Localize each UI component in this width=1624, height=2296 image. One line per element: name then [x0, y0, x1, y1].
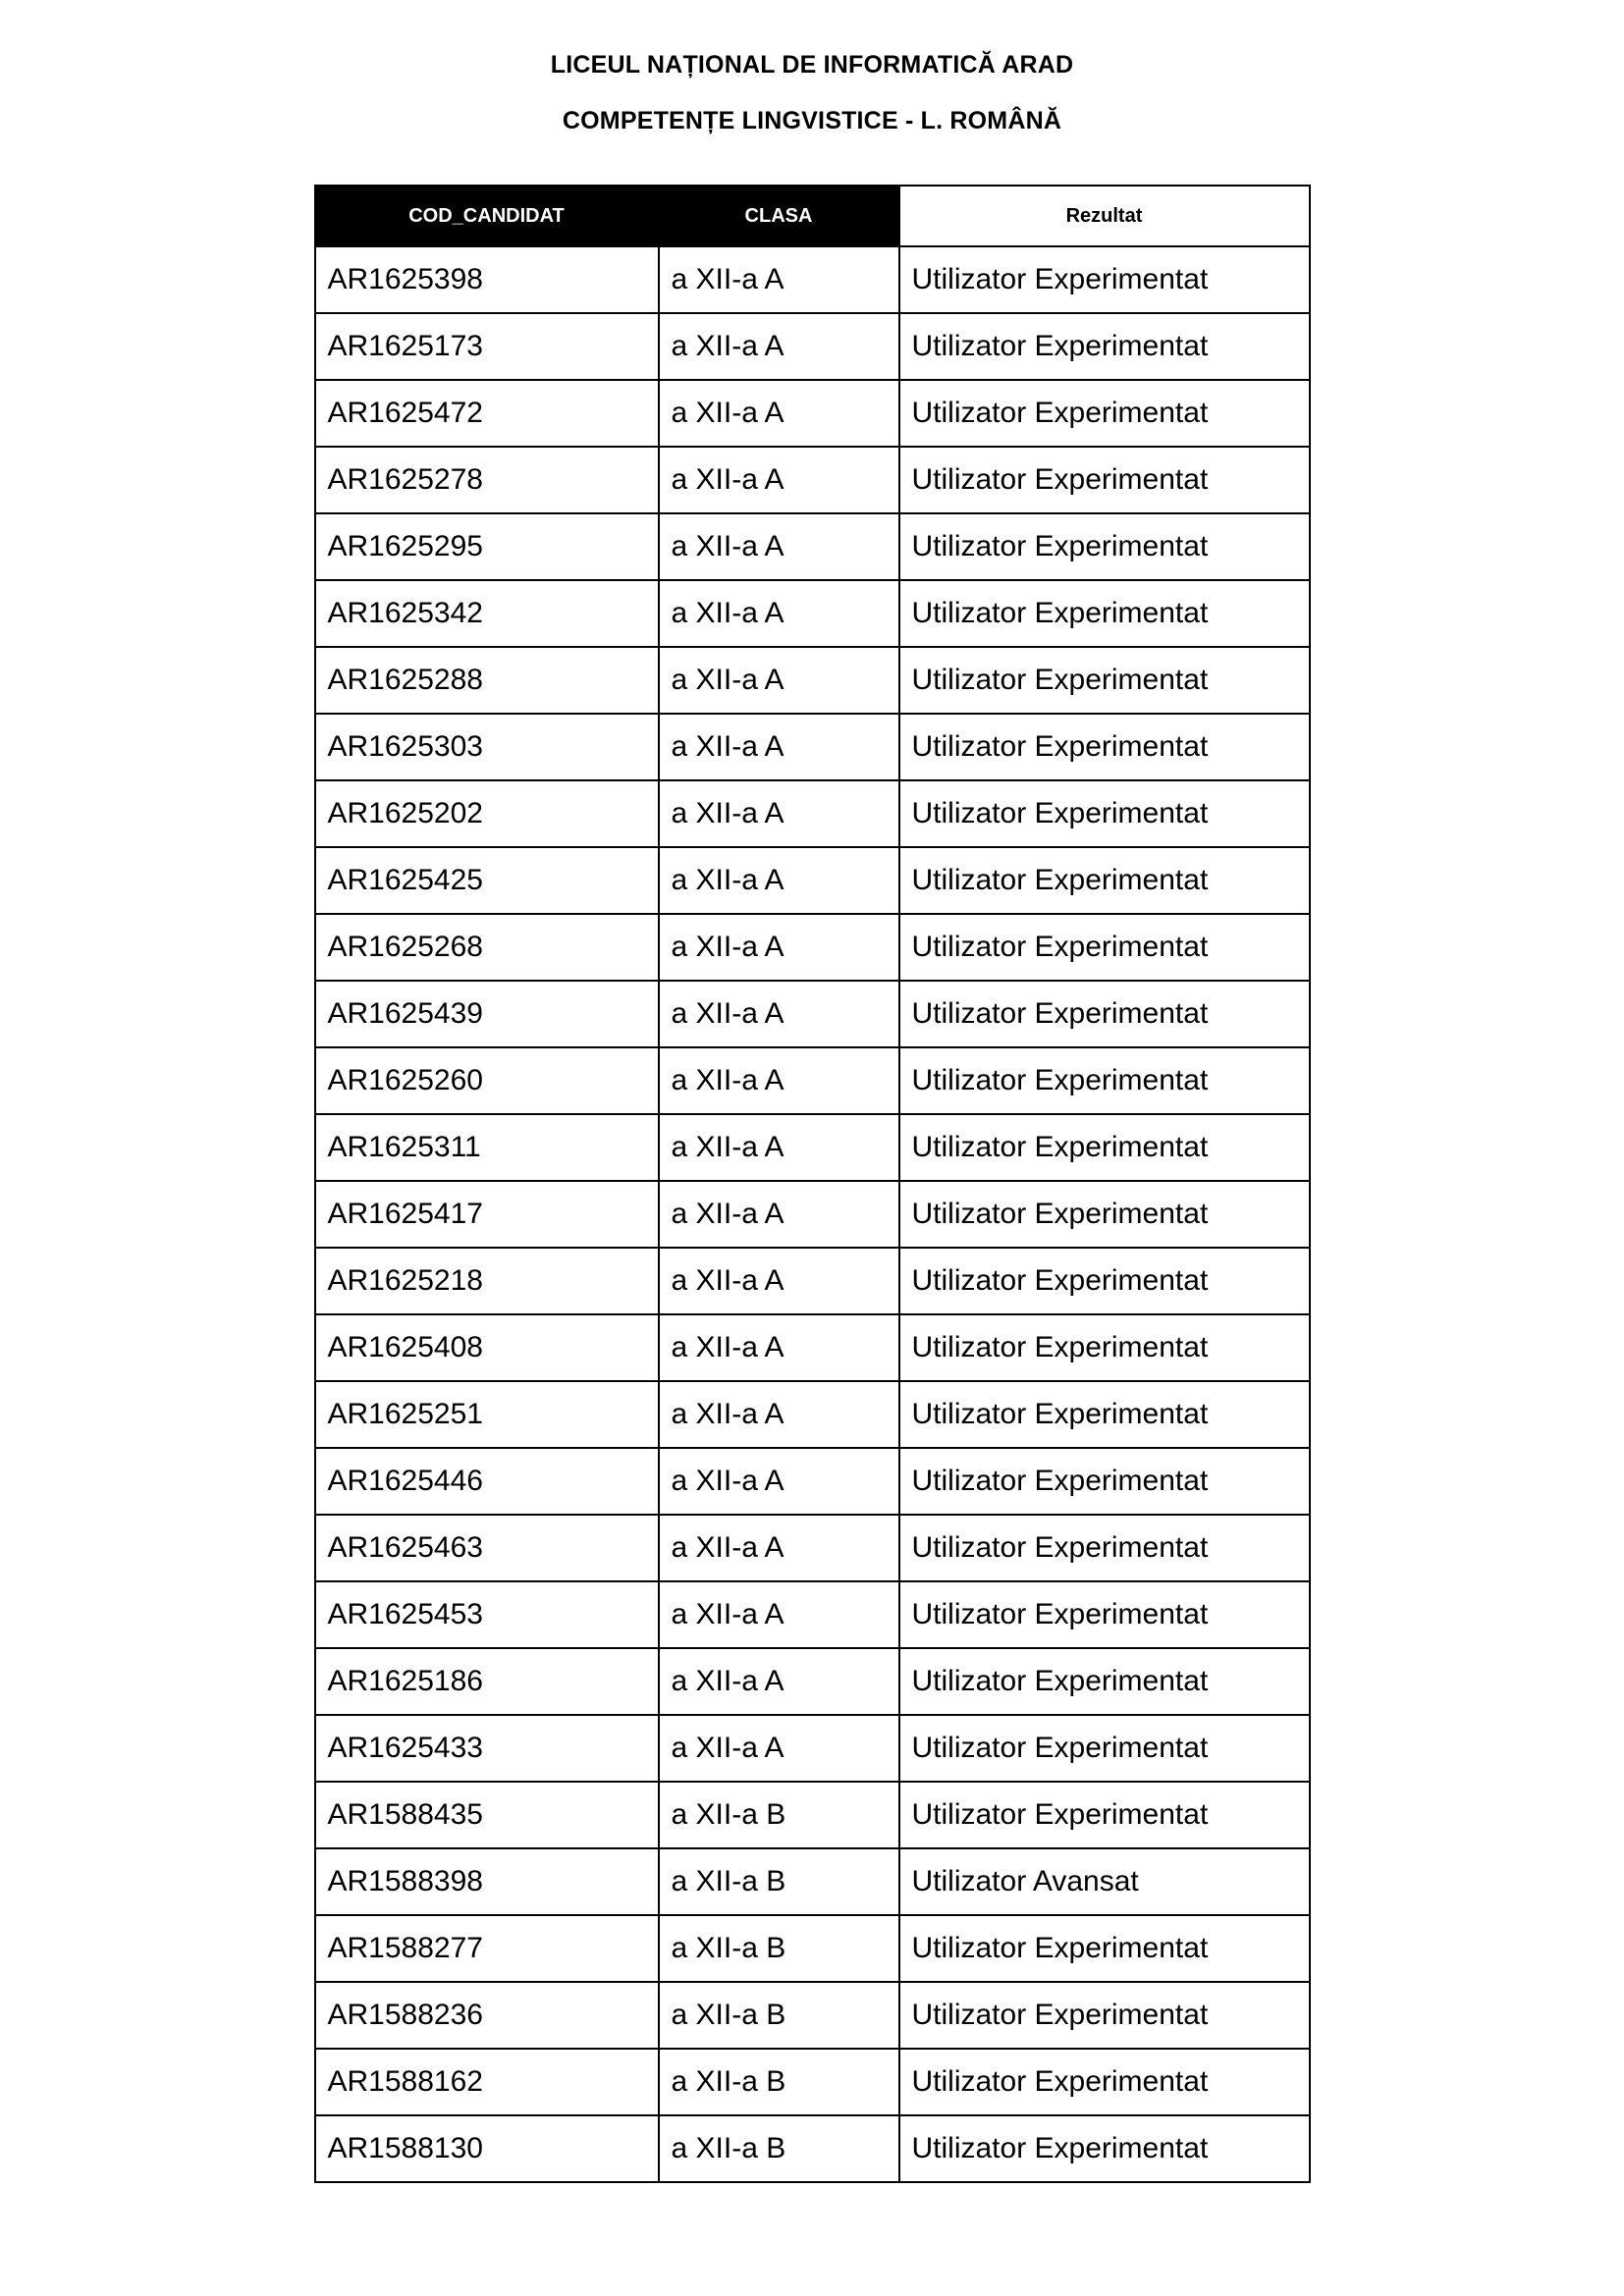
cell-cod-candidat: AR1625342 — [315, 580, 659, 647]
table-row — [315, 914, 1310, 981]
cell-cod-candidat: AR1625268 — [315, 914, 659, 981]
cell-rezultat: Utilizator Experimentat — [899, 313, 1310, 380]
cell-clasa: a XII-a A — [659, 714, 899, 780]
cell-rezultat: Utilizator Experimentat — [899, 1648, 1310, 1715]
cell-clasa: a XII-a B — [659, 2115, 899, 2182]
table-row — [315, 447, 1310, 513]
cell-rezultat: Utilizator Experimentat — [899, 780, 1310, 847]
cell-rezultat: Utilizator Experimentat — [899, 1181, 1310, 1248]
cell-rezultat: Utilizator Experimentat — [899, 2049, 1310, 2115]
table-row — [315, 847, 1310, 914]
cell-rezultat: Utilizator Experimentat — [899, 1782, 1310, 1848]
table-row — [315, 1782, 1310, 1848]
cell-rezultat: Utilizator Experimentat — [899, 714, 1310, 780]
cell-cod-candidat: AR1625311 — [315, 1114, 659, 1181]
cell-clasa: a XII-a B — [659, 1848, 899, 1915]
table-row — [315, 1848, 1310, 1915]
cell-clasa: a XII-a A — [659, 1381, 899, 1448]
cell-clasa: a XII-a A — [659, 1047, 899, 1114]
table-header-row — [315, 186, 1310, 246]
cell-clasa: a XII-a A — [659, 246, 899, 313]
table-row — [315, 1381, 1310, 1448]
cell-cod-candidat: AR1625295 — [315, 513, 659, 580]
table-row — [315, 313, 1310, 380]
table-row — [315, 780, 1310, 847]
cell-clasa: a XII-a B — [659, 1915, 899, 1982]
cell-clasa: a XII-a B — [659, 1782, 899, 1848]
cell-clasa: a XII-a A — [659, 1114, 899, 1181]
table-row — [315, 1982, 1310, 2049]
cell-cod-candidat: AR1625218 — [315, 1248, 659, 1314]
table-row — [315, 246, 1310, 313]
table-row — [315, 1314, 1310, 1381]
cell-cod-candidat: AR1625288 — [315, 647, 659, 714]
cell-clasa: a XII-a A — [659, 580, 899, 647]
cell-cod-candidat: AR1625278 — [315, 447, 659, 513]
table-row — [315, 1047, 1310, 1114]
cell-rezultat: Utilizator Experimentat — [899, 1982, 1310, 2049]
cell-cod-candidat: AR1625398 — [315, 246, 659, 313]
cell-clasa: a XII-a A — [659, 1181, 899, 1248]
cell-cod-candidat: AR1625260 — [315, 1047, 659, 1114]
table-row — [315, 1915, 1310, 1982]
cell-clasa: a XII-a A — [659, 313, 899, 380]
cell-clasa: a XII-a A — [659, 1314, 899, 1381]
cell-clasa: a XII-a A — [659, 981, 899, 1047]
cell-cod-candidat: AR1625417 — [315, 1181, 659, 1248]
cell-rezultat: Utilizator Experimentat — [899, 981, 1310, 1047]
cell-rezultat: Utilizator Experimentat — [899, 1381, 1310, 1448]
cell-rezultat: Utilizator Avansat — [899, 1848, 1310, 1915]
cell-cod-candidat: AR1588130 — [315, 2115, 659, 2182]
table-header — [315, 186, 1310, 246]
cell-clasa: a XII-a A — [659, 847, 899, 914]
cell-clasa: a XII-a A — [659, 914, 899, 981]
cell-rezultat: Utilizator Experimentat — [899, 914, 1310, 981]
cell-rezultat: Utilizator Experimentat — [899, 1581, 1310, 1648]
cell-rezultat: Utilizator Experimentat — [899, 380, 1310, 447]
table-row — [315, 714, 1310, 780]
cell-cod-candidat: AR1625463 — [315, 1515, 659, 1581]
cell-cod-candidat: AR1625303 — [315, 714, 659, 780]
table-row — [315, 1114, 1310, 1181]
table-row — [315, 981, 1310, 1047]
cell-cod-candidat: AR1588277 — [315, 1915, 659, 1982]
cell-cod-candidat: AR1588435 — [315, 1782, 659, 1848]
cell-rezultat: Utilizator Experimentat — [899, 647, 1310, 714]
cell-rezultat: Utilizator Experimentat — [899, 1448, 1310, 1515]
cell-clasa: a XII-a B — [659, 1982, 899, 2049]
cell-rezultat: Utilizator Experimentat — [899, 1915, 1310, 1982]
table-row — [315, 1248, 1310, 1314]
cell-clasa: a XII-a A — [659, 1515, 899, 1581]
table-body — [315, 246, 1310, 2182]
cell-cod-candidat: AR1625472 — [315, 380, 659, 447]
cell-rezultat: Utilizator Experimentat — [899, 1715, 1310, 1782]
table-row — [315, 513, 1310, 580]
cell-clasa: a XII-a A — [659, 1648, 899, 1715]
table-row — [315, 1648, 1310, 1715]
exam-subtitle: COMPETENȚE LINGVISTICE - L. ROMÂNĂ — [562, 107, 1062, 134]
cell-cod-candidat: AR1625186 — [315, 1648, 659, 1715]
cell-clasa: a XII-a A — [659, 1448, 899, 1515]
table-row — [315, 647, 1310, 714]
cell-rezultat: Utilizator Experimentat — [899, 1047, 1310, 1114]
table-row — [315, 2115, 1310, 2182]
cell-rezultat: Utilizator Experimentat — [899, 847, 1310, 914]
cell-cod-candidat: AR1625202 — [315, 780, 659, 847]
cell-rezultat: Utilizator Experimentat — [899, 2115, 1310, 2182]
table-row — [315, 1715, 1310, 1782]
cell-clasa: a XII-a A — [659, 647, 899, 714]
cell-clasa: a XII-a A — [659, 1715, 899, 1782]
cell-clasa: a XII-a A — [659, 780, 899, 847]
cell-cod-candidat: AR1625251 — [315, 1381, 659, 1448]
cell-rezultat: Utilizator Experimentat — [899, 1248, 1310, 1314]
table-row — [315, 1581, 1310, 1648]
column-header-clasa: CLASA — [659, 186, 899, 246]
results-table — [314, 185, 1311, 2183]
column-header-cod-candidat: COD_CANDIDAT — [315, 186, 659, 246]
cell-rezultat: Utilizator Experimentat — [899, 1314, 1310, 1381]
cell-cod-candidat: AR1625433 — [315, 1715, 659, 1782]
table-row — [315, 2049, 1310, 2115]
cell-rezultat: Utilizator Experimentat — [899, 1114, 1310, 1181]
cell-rezultat: Utilizator Experimentat — [899, 447, 1310, 513]
cell-rezultat: Utilizator Experimentat — [899, 513, 1310, 580]
cell-cod-candidat: AR1588162 — [315, 2049, 659, 2115]
cell-rezultat: Utilizator Experimentat — [899, 246, 1310, 313]
cell-cod-candidat: AR1625446 — [315, 1448, 659, 1515]
results-table-container — [0, 185, 1624, 2183]
table-row — [315, 580, 1310, 647]
cell-rezultat: Utilizator Experimentat — [899, 1515, 1310, 1581]
cell-clasa: a XII-a A — [659, 1581, 899, 1648]
cell-cod-candidat: AR1625173 — [315, 313, 659, 380]
cell-clasa: a XII-a A — [659, 380, 899, 447]
table-row — [315, 1181, 1310, 1248]
cell-rezultat: Utilizator Experimentat — [899, 580, 1310, 647]
cell-clasa: a XII-a A — [659, 1248, 899, 1314]
cell-cod-candidat: AR1588398 — [315, 1848, 659, 1915]
table-row — [315, 380, 1310, 447]
cell-cod-candidat: AR1625453 — [315, 1581, 659, 1648]
cell-cod-candidat: AR1625439 — [315, 981, 659, 1047]
cell-cod-candidat: AR1625425 — [315, 847, 659, 914]
table-row — [315, 1448, 1310, 1515]
cell-clasa: a XII-a A — [659, 513, 899, 580]
school-title: LICEUL NAȚIONAL DE INFORMATICĂ ARAD — [550, 51, 1074, 79]
cell-clasa: a XII-a B — [659, 2049, 899, 2115]
table-row — [315, 1515, 1310, 1581]
column-header-rezultat: Rezultat — [899, 186, 1310, 246]
cell-cod-candidat: AR1625408 — [315, 1314, 659, 1381]
cell-cod-candidat: AR1588236 — [315, 1982, 659, 2049]
cell-clasa: a XII-a A — [659, 447, 899, 513]
